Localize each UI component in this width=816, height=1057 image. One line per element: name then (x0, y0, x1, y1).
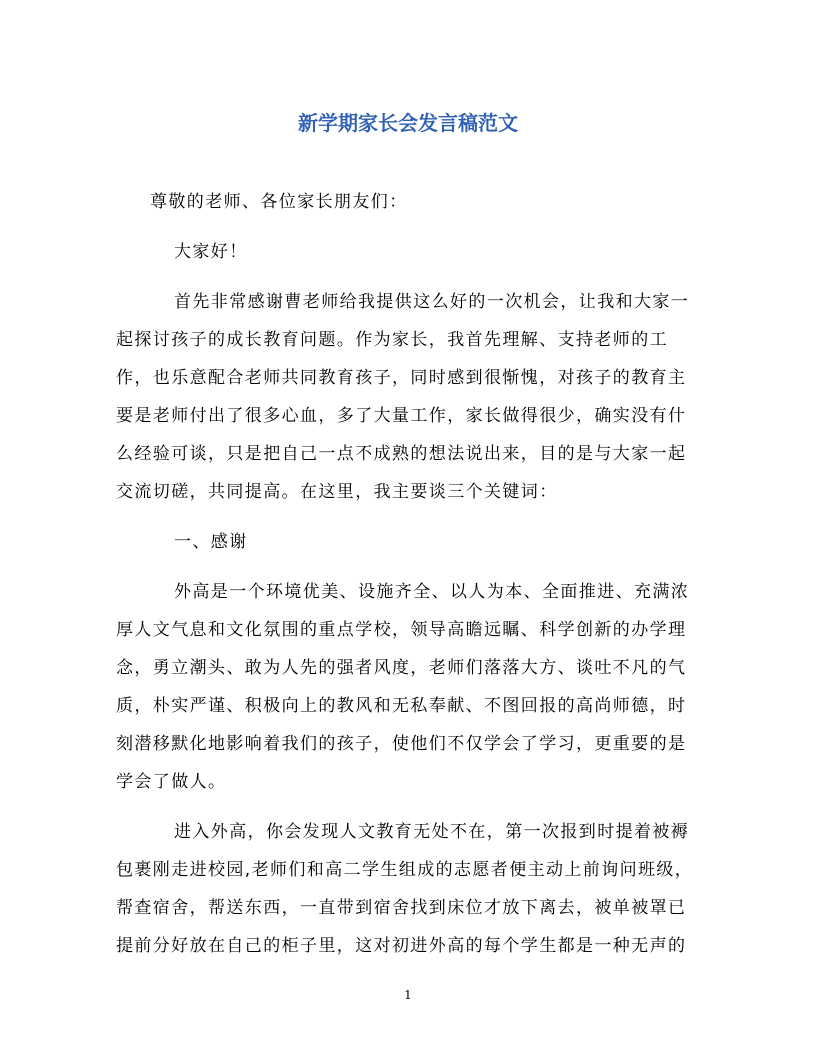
paragraph-arrival: 进入外高，你会发现人文教育无处不在，第一次报到时提着被褥包裹刚走进校园,老师们和高二学生组成的志愿者便主动上前询问班级，帮查宿舍，帮送东西，一直带到宿舍找到床位才放下离去，被单被罩已提前分好放在自己的柜子里，这对初进外高的每个学生都是一种无声的 (116, 822, 694, 956)
paragraph-intro: 首先非常感谢曹老师给我提供这么好的一次机会，让我和大家一起探讨孩子的成长教育问题。作为家长，我首先理解、支持老师的工作，也乐意配合老师共同教育孩子，同时感到很惭愧，对孩子的教育主要是老师付出了很多心血，多了大量工作，家长做得很少，确实没有什么经验可谈，只是把自己一点不成熟的想法说出来，目的是与大家一起交流切磋，共同提高。在这里，我主要谈三个关键词： (116, 292, 690, 502)
page-number: 1 (404, 988, 412, 1002)
document-body (116, 183, 701, 965)
section-heading-thanks: 一、感谢 (174, 532, 248, 552)
document-title: 新学期家长会发言稿范文 (298, 111, 518, 135)
paragraph-salutation: 尊敬的老师、各位家长朋友们： (150, 192, 408, 212)
paragraph-school: 外高是一个环境优美、设施齐全、以人为本、全面推进、充满浓厚人文气息和文化氛围的重点学校，领导高瞻远瞩、科学创新的办学理念，勇立潮头、敢为人先的强者风度，老师们落落大方、谈吐不凡的气质，朴实严谨、积极向上的教风和无私奉献、不图回报的高尚师德，时刻潜移默化地影响着我们的孩子，使他们不仅学会了学习，更重要的是学会了做人。 (116, 582, 690, 792)
paragraph-greeting: 大家好！ (174, 242, 248, 262)
